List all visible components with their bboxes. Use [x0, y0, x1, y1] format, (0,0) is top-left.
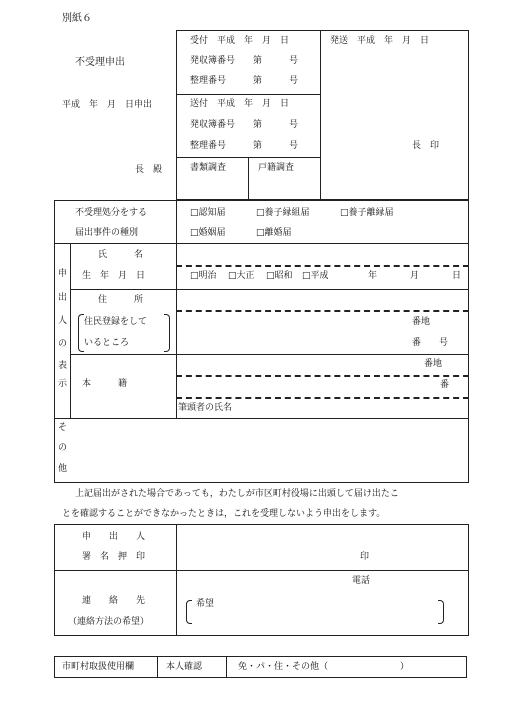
bracket [164, 314, 170, 352]
phone-label: 電話 [352, 576, 371, 586]
preference-label: 希望 [196, 599, 215, 609]
address-label: 住 所 [98, 295, 144, 305]
applicant-label: 申 出 人 [82, 532, 146, 542]
divider [54, 243, 469, 244]
era-taisho[interactable]: □大正 [228, 271, 255, 281]
contact-label: 連 絡 先 [82, 596, 146, 606]
checkbox-dissolution-adoption[interactable]: □養子離縁届 [340, 208, 394, 218]
statement-text: とを確認することができなかったときは，これを受理しないよう申出をします。 [62, 509, 386, 519]
permanent-domicile-label: 本 籍 [82, 379, 128, 389]
side-label: 申 [58, 269, 68, 279]
dashed-separator [176, 265, 469, 267]
era-meiji[interactable]: □明治 [190, 271, 217, 281]
banchi-label: 番地 [424, 359, 443, 369]
era-heisei[interactable]: □平成 [302, 271, 329, 281]
document-check: 書類調査 [190, 163, 227, 173]
other-label: 他 [58, 464, 68, 474]
other-label: の [58, 443, 68, 453]
side-label: 人 [58, 316, 68, 326]
annex-label: 別紙６ [62, 13, 92, 24]
chief-seal: 長 印 [412, 141, 440, 151]
dashed-separator [176, 375, 469, 377]
sign-seal-label: 署 名 押 印 [82, 552, 146, 562]
form-title: 不受理申出 [75, 57, 125, 68]
checkbox-marriage[interactable]: □婚姻届 [190, 228, 226, 238]
seal-mark: 印 [360, 552, 370, 562]
bracket [186, 600, 192, 624]
event-type-label: 届出事件の種別 [75, 228, 139, 238]
sent-date: 送付 平成 年 月 日 [190, 99, 290, 109]
side-label: 示 [58, 379, 68, 389]
divider [70, 354, 469, 355]
dispatch-date: 発送 平成 年 月 日 [330, 36, 430, 46]
dashed-separator [176, 310, 469, 312]
month-label: 月 [410, 271, 420, 281]
divider [176, 200, 177, 243]
household-head-label: 筆頭者の氏名 [178, 403, 233, 413]
divider [320, 157, 321, 200]
divider [54, 570, 469, 571]
ban-label: 番 [440, 380, 450, 390]
year-label: 年 [368, 271, 378, 281]
residence-label: 住民登録をして [84, 317, 148, 327]
birthdate-label: 生 年 月 日 [82, 271, 146, 281]
received-seq: 整理番号 第 号 [190, 76, 299, 86]
received-number: 発収簿番号 第 号 [190, 56, 299, 66]
identity-methods: 免・パ・住・その他（ ） [238, 662, 410, 672]
statement-text: 上記届出がされた場合であっても，わたしが市区町村役場に出頭して届け出たこ [75, 489, 399, 499]
divider [157, 656, 158, 678]
dashed-separator [176, 397, 469, 399]
banchi-label: 番地 [412, 317, 431, 327]
checkbox-acknowledgment[interactable]: □認知届 [190, 208, 226, 218]
checkbox-divorce[interactable]: □離婚届 [256, 228, 292, 238]
name-label: 氏 名 [98, 250, 144, 260]
divider [176, 243, 177, 418]
family-register-check: 戸籍調査 [258, 163, 295, 173]
application-date: 平成 年 月 日申出 [62, 100, 153, 110]
divider [70, 243, 71, 418]
go-label: 番 号 [412, 338, 449, 348]
divider [54, 418, 469, 419]
event-type-label: 不受理処分をする [75, 208, 148, 218]
day-label: 日 [452, 271, 462, 281]
sent-seq: 整理番号 第 号 [190, 141, 299, 151]
bracket [438, 600, 444, 624]
divider [176, 94, 321, 95]
side-label: の [58, 339, 68, 349]
residence-label: いるところ [84, 338, 130, 348]
contact-method-label: （連絡方法の希望） [68, 617, 150, 627]
checkbox-adoption[interactable]: □養子縁組届 [256, 208, 310, 218]
divider [176, 524, 177, 636]
other-label: そ [58, 423, 68, 433]
era-showa[interactable]: □昭和 [266, 271, 293, 281]
divider [70, 289, 469, 290]
identity-check-label: 本人確認 [166, 662, 203, 672]
municipal-use-label: 市町村取扱使用欄 [62, 662, 135, 672]
sent-number: 発収簿番号 第 号 [190, 120, 299, 130]
side-label: 出 [58, 293, 68, 303]
side-label: 表 [58, 361, 68, 371]
divider [226, 656, 227, 678]
received-date: 受付 平成 年 月 日 [190, 36, 290, 46]
addressee: 長 殿 [135, 165, 163, 175]
divider [248, 157, 249, 200]
